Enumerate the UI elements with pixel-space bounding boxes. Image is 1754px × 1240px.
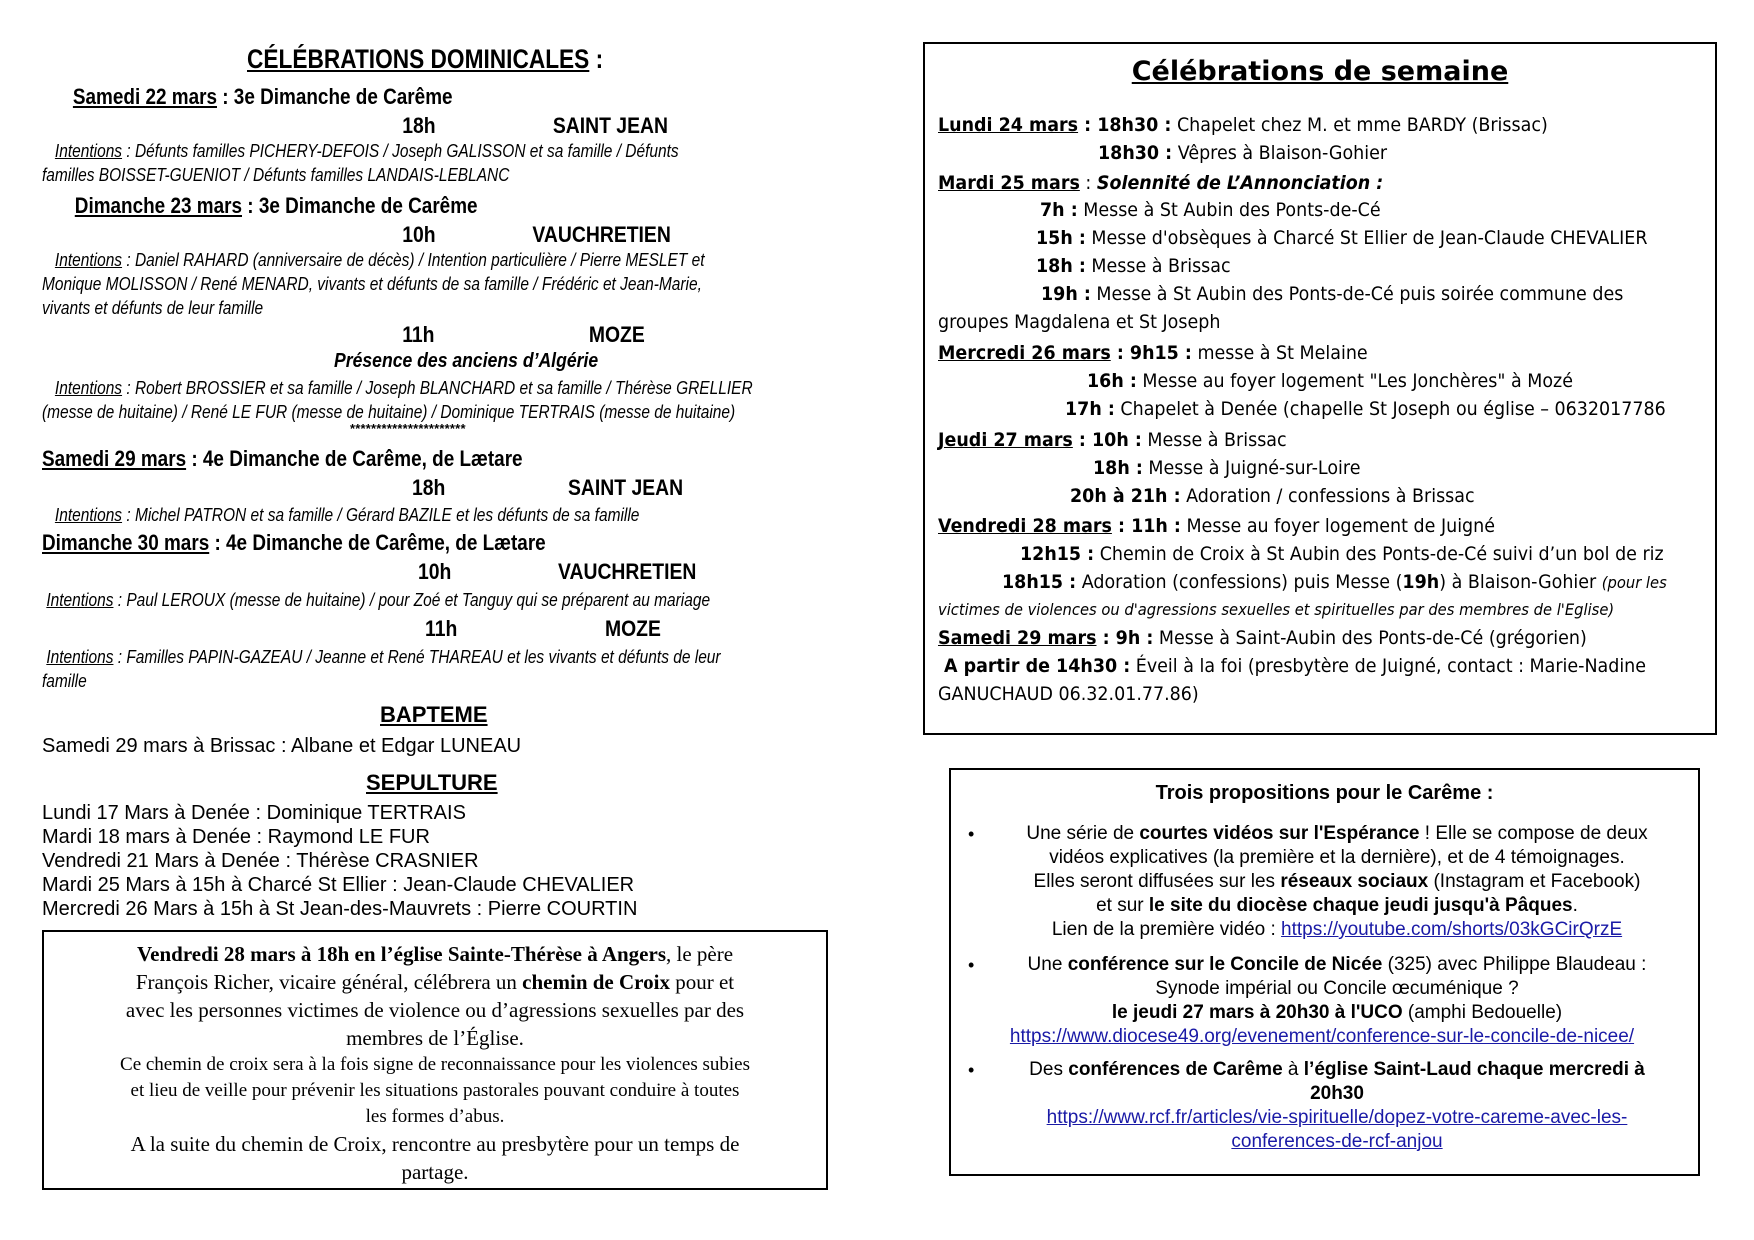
proposition-saint-laud: Des conférences de Carême à l’église Saint-Laud chaque mercredi à 20h30 https://www.rcf.fr/articles/vie-spirituelle/dopez-votre-careme-avec-les- conferences-de-rcf-anjou [1029, 1059, 1645, 1152]
bullet-icon: • [968, 824, 975, 844]
weekday-line: victimes de violences ou d'agressions sexuelles et spirituelles par des membres de l'Eglise) [938, 600, 1615, 619]
weekday-line: Mercredi 26 mars : 9h15 : messe à St Melaine [938, 342, 1368, 364]
careme-propositions-box [949, 768, 1700, 1176]
weekday-line: A partir de 14h30 : Éveil à la foi (presbytère de Juigné, contact : Marie-Nadine [944, 655, 1647, 677]
weekday-line: 18h30 : Vêpres à Blaison-Gohier [1098, 142, 1388, 164]
weekly-celebrations-box [923, 42, 1717, 735]
weekday-line: Samedi 29 mars : 9h : Messe à Saint-Aubin des Ponts-de-Cé (grégorien) [938, 627, 1587, 649]
mass-place: MOZE [605, 616, 661, 641]
mass-place: SAINT JEAN [552, 113, 668, 138]
rcf-link[interactable]: https://www.rcf.fr/articles/vie-spirituelle/dopez-votre-careme-avec-les- [1046, 1107, 1628, 1128]
bapteme-heading: BAPTEME [380, 702, 488, 727]
mass-time: 18h [412, 475, 446, 500]
bullet-icon: • [968, 1060, 975, 1080]
proposition-videos: Une série de courtes vidéos sur l'Espérance ! Elle se compose de deux vidéos explicatives (la première et la dernière), et de 4 témoignages. Elles seront diffusées sur les réseaux sociaux (Instagram et Facebook) et sur le site du diocèse chaque jeudi jusqu'à Pâques. Lien de la première vidéo : https://youtube.com/shorts/03kGCirQrzE [1026, 823, 1648, 940]
bullet-icon: • [968, 955, 975, 975]
mass-time: 10h [418, 559, 452, 584]
separator: ********************** [350, 421, 466, 436]
mass-time: 10h [402, 222, 436, 247]
page-title: CÉLÉBRATIONS DOMINICALES : [247, 44, 604, 74]
weekday-line: 15h : Messe d'obsèques à Charcé St Ellier de Jean-Claude CHEVALIER [1036, 227, 1648, 249]
list-item: Mercredi 26 Mars à 15h à St Jean-des-Mauvrets : Pierre COURTIN [42, 898, 638, 920]
chemin-de-croix-box: Vendredi 28 mars à 18h en l’église Sainte-Thérèse à Angers, le père François Richer, vicaire général, célébrera un chemin de Croix pour et avec les personnes victimes de violence ou d’agressions sexuelles par des membres de l’Église. Ce chemin de croix sera à la fois signe de reconnaissance pour les violences subies et lieu de veille pour prévenir les situations pastorales pouvant conduire à toutes les formes d’abus. A la suite du chemin de Croix, rencontre au presbytère pour un temps de partage. [42, 930, 828, 1190]
weekday-line: 20h à 21h : Adoration / confessions à Brissac [1070, 485, 1475, 507]
mass-intentions: Intentions : Michel PATRON et sa famille / Gérard BAZILE et les défunts de sa famille [54, 505, 640, 525]
weekday-line: 12h15 : Chemin de Croix à St Aubin des Ponts-de-Cé suivi d’un bol de riz [1020, 543, 1664, 565]
weekday-line: 18h : Messe à Juigné-sur-Loire [1093, 457, 1361, 479]
weekday-line: 18h15 : Adoration (confessions) puis Messe (19h) à Blaison-Gohier (pour les [1002, 571, 1667, 593]
mass-intentions: Intentions : Daniel RAHARD (anniversaire de décès) / Intention particulière / Pierre MESLET et Monique MOLISSON / René MENARD, vivants et défunts de sa famille / Frédéric et Jean-Marie, vivants et défunts de leur famille [42, 250, 705, 318]
list-item: Mardi 25 Mars à 15h à Charcé St Ellier : Jean-Claude CHEVALIER [42, 874, 635, 896]
week-title: Célébrations de semaine [1131, 56, 1509, 87]
mass-time: 18h [402, 113, 436, 138]
mass-place: SAINT JEAN [568, 475, 684, 500]
weekday-line: groupes Magdalena et St Joseph [938, 311, 1221, 333]
careme-title: Trois propositions pour le Carême : [1155, 782, 1494, 804]
weekday-line: 7h : Messe à St Aubin des Ponts-de-Cé [1040, 199, 1381, 221]
rcf-link-continued[interactable]: conferences-de-rcf-anjou [1231, 1131, 1443, 1152]
sunday-day-heading: Dimanche 23 mars : 3e Dimanche de Carême [74, 193, 478, 218]
sunday-day-heading: Dimanche 30 mars : 4e Dimanche de Carême, de Lætare [42, 530, 546, 555]
weekday-line: 16h : Messe au foyer logement "Les Jonchères" à Mozé [1087, 370, 1573, 392]
list-item: Mardi 18 mars à Denée : Raymond LE FUR [42, 826, 430, 848]
mass-intentions: Intentions : Robert BROSSIER et sa famille / Joseph BLANCHARD et sa famille / Thérèse GRELLIER (messe de huitaine) / René LE FUR (messe de huitaine) / Dominique TERTRAIS (messe de huitaine) [42, 378, 753, 422]
weekday-line: 18h : Messe à Brissac [1036, 255, 1231, 277]
weekday-line: 19h : Messe à St Aubin des Ponts-de-Cé puis soirée commune des [1041, 283, 1624, 305]
weekday-line: Mardi 25 mars : Solennité de L’Annonciation : [938, 172, 1384, 194]
weekday-line: 17h : Chapelet à Denée (chapelle St Joseph ou église – 0632017786 [1065, 398, 1666, 420]
mass-time: 11h [402, 322, 435, 347]
sepulture-heading: SEPULTURE [366, 770, 498, 795]
mass-intentions: Intentions : Familles PAPIN-GAZEAU / Jeanne et René THAREAU et les vivants et défunts de leur famille [42, 647, 721, 691]
mass-place: VAUCHRETIEN [532, 222, 671, 247]
conference-link[interactable]: https://www.diocese49.org/evenement/conference-sur-le-concile-de-nicee/ [1009, 1026, 1635, 1047]
bapteme-line: Samedi 29 mars à Brissac : Albane et Edgar LUNEAU [42, 735, 522, 757]
sunday-day-heading: Samedi 29 mars : 4e Dimanche de Carême, de Lætare [42, 446, 523, 471]
mass-intentions: Intentions : Paul LEROUX (messe de huitaine) / pour Zoé et Tanguy qui se préparent au mariage [46, 590, 711, 610]
weekday-line: GANUCHAUD 06.32.01.77.86) [938, 683, 1199, 705]
weekday-line: Lundi 24 mars : 18h30 : Chapelet chez M. et mme BARDY (Brissac) [938, 114, 1548, 136]
mass-intentions: Intentions : Défunts familles PICHERY-DEFOIS / Joseph GALISSON et sa famille / Défunts familles BOISSET-GUENIOT / Défunts familles LANDAIS-LEBLANC [42, 141, 679, 185]
proposition-conference: Une conférence sur le Concile de Nicée (325) avec Philippe Blaudeau : Synode impérial ou Concile œcuménique ? le jeudi 27 mars à 20h30 à l'UCO (amphi Bedouelle) https://www.diocese49.org/evenement/conference-sur-le-concile-de-nicee/ [1009, 954, 1647, 1047]
sunday-day-heading: Samedi 22 mars : 3e Dimanche de Carême [72, 84, 453, 109]
sepulture-list [42, 801, 637, 921]
mass-place: MOZE [588, 322, 645, 347]
list-item: Lundi 17 Mars à Denée : Dominique TERTRAIS [42, 802, 466, 824]
mass-time: 11h [425, 616, 458, 641]
weekday-line: Jeudi 27 mars : 10h : Messe à Brissac [938, 429, 1287, 451]
mass-place: VAUCHRETIEN [558, 559, 697, 584]
mass-note: Présence des anciens d’Algérie [334, 350, 599, 372]
list-item: Vendredi 21 Mars à Denée : Thérèse CRASNIER [42, 850, 479, 872]
video-link[interactable]: https://youtube.com/shorts/03kGCirQrzE [1281, 919, 1623, 940]
weekday-line: Vendredi 28 mars : 11h : Messe au foyer logement de Juigné [938, 515, 1495, 537]
